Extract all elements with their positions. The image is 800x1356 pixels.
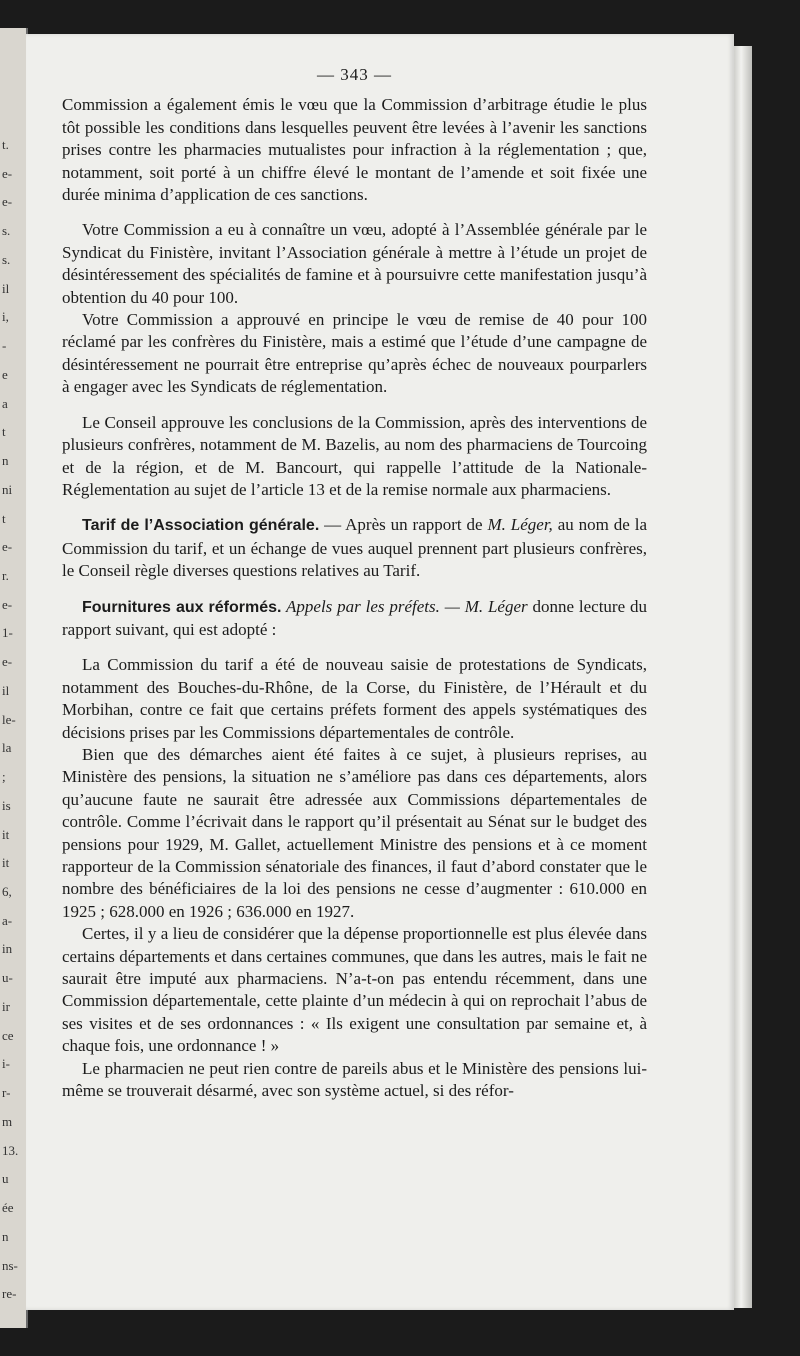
margin-fragment: re- xyxy=(2,1286,17,1302)
margin-fragment: is xyxy=(2,797,11,813)
margin-fragment: i, xyxy=(2,309,9,325)
section-fournitures: Fournitures aux réformés. Appels par les préfets. — M. Léger donne lecture du rapport suivant, qui est adopté : xyxy=(62,596,647,639)
margin-fragment: e- xyxy=(2,194,13,210)
page-content xyxy=(62,64,647,1102)
margin-fragment: s. xyxy=(2,251,11,267)
margin-fragment: t. xyxy=(2,137,9,152)
paragraph: Commission a également émis le vœu que la Commission d’arbitrage étudie le plus tôt possible les conditions dans lesquelles peuvent être levées à l’avenir les sanctions prises contre les pharmacies mutualistes pour infraction à la réglementation ; que, notamment, soit porté à un chiffre élevé le montant de l’amende et soit fixée une durée minima d’application de ces sanctions. xyxy=(62,95,647,205)
page-number: — 343 — xyxy=(317,65,392,84)
margin-fragment: ée xyxy=(2,1200,14,1216)
margin-fragment: i- xyxy=(2,1056,10,1072)
margin-fragment: ir xyxy=(2,998,10,1014)
paragraph: Le Conseil approuve les conclusions de la Commission, après des interventions de plusieurs confrères, notamment de M. Bazelis, au nom des pharmaciens de Tourcoing et de la région, et de M. Bancourt, qui rappelle l’attitude de la Nationale-Réglementation au sujet de l’article 13 et de la remise normale aux pharmaciens. xyxy=(62,412,647,499)
page-edge xyxy=(734,46,752,1308)
section-tarif: Tarif de l’Association générale. — Après un rapport de M. Léger, au nom de la Commission du tarif, et un échange de vues auquel prennent part plusieurs confrères, le Conseil règle diverses questions relatives au Tarif. xyxy=(62,515,647,581)
margin-fragment: s. xyxy=(2,223,11,239)
margin-fragment: la xyxy=(2,740,12,756)
margin-fragment: r. xyxy=(2,567,9,583)
margin-fragment: e- xyxy=(2,165,13,181)
margin-fragment: - xyxy=(2,338,7,354)
margin-fragment: m xyxy=(2,1113,13,1129)
paragraph: La Commission du tarif a été de nouveau saisie de protestations de Syndicats, notamment des Bouches-du-Rhône, de la Corse, du Finistère, de l’Hérault et du Morbihan, contre ce fait que certains préfets forment des appels systématiques des décisions prises par les Commissions départementales de contrôle. xyxy=(62,655,647,742)
previous-page-edge xyxy=(0,28,28,1328)
paragraph: Votre Commission a approuvé en principe le vœu de remise de 40 pour 100 réclamé par les confrères du Finistère, mais a estimé que l’étude d’une campagne de désintéressement ne pourrait être entreprise qu’après échec de nouveaux pourparlers à engager avec les Syndicats de réglementation. xyxy=(62,310,647,397)
section-heading: Fournitures aux réformés. xyxy=(82,598,282,616)
margin-fragment: ce xyxy=(2,1027,14,1043)
margin-fragment: e- xyxy=(2,654,13,670)
section-heading: Tarif de l’Association générale. xyxy=(82,517,320,535)
margin-fragment: le- xyxy=(2,711,16,727)
margin-fragment: 13. xyxy=(2,1142,19,1158)
margin-fragment: it xyxy=(2,855,10,871)
margin-fragment: e xyxy=(2,366,8,382)
margin-fragment: il xyxy=(2,280,10,296)
margin-fragment: ni xyxy=(2,481,13,497)
margin-fragment: u- xyxy=(2,970,13,986)
margin-fragment: a xyxy=(2,395,8,411)
margin-fragment: e- xyxy=(2,539,13,555)
margin-fragment: u xyxy=(2,1171,9,1187)
margin-fragment: n xyxy=(2,1228,9,1244)
paragraph: Bien que des démarches aient été faites à ce sujet, à plusieurs reprises, au Ministère des pensions, la situation ne s’améliore pas dans ces départements, alors qu’aucune faute ne saurait être adressée aux Commissions départementales de contrôle. Comme l’écrivait dans le rapport qu’il présentait au Sénat sur le budget des pensions pour 1929, M. Gallet, actuellement Ministre des pensions et à ce moment rapporteur de la Commission sénatoriale des finances, il faut d’abord constater que le nombre des bénéficiaires de la loi des pensions ne cesse d’augmenter : 610.000 en 1925 ; 628.000 en 1926 ; 636.000 en 1927. xyxy=(62,744,647,921)
margin-fragment: r- xyxy=(2,1085,11,1101)
paragraph: Votre Commission a eu à connaître un vœu, adopté à l’Assemblée générale par le Syndicat du Finistère, invitant l’Association générale à mettre à l’étude un projet de désintéressement des spécialités de famine et à poursuivre cette manifestation jusqu’à obtention du 40 pour 100. xyxy=(62,220,647,307)
margin-fragment: e- xyxy=(2,596,13,612)
margin-fragment: ; xyxy=(2,769,6,785)
paragraph: Le pharmacien ne peut rien contre de pareils abus et le Ministère des pensions lui-même se trouverait désarmé, avec son système actuel, si des réfor- xyxy=(62,1058,647,1101)
margin-fragment: 1- xyxy=(2,625,13,641)
margin-fragment: in xyxy=(2,941,13,957)
paragraph: Certes, il y a lieu de considérer que la dépense proportionnelle est plus élevée dans certains départements et dans certaines communes, que dans les autres, mais le fait ne saurait être imputé aux pharmaciens. N’a-t-on pas entendu récemment, dans une Commission départementale, cette plainte d’un médecin à qui on reprochait l’abus de ses visites et de ses ordonnances : « Ils exigent une consultation par semaine et, à chaque fois, une ordonnance ! » xyxy=(62,924,647,1056)
margin-fragment: it xyxy=(2,826,10,842)
margin-fragment: t xyxy=(2,424,6,440)
margin-fragment: ns- xyxy=(2,1257,18,1273)
margin-fragment: n xyxy=(2,453,9,469)
margin-fragment: t xyxy=(2,510,6,526)
margin-fragment: a- xyxy=(2,912,13,928)
margin-fragment: il xyxy=(2,682,10,698)
margin-fragment: 6, xyxy=(2,884,12,900)
